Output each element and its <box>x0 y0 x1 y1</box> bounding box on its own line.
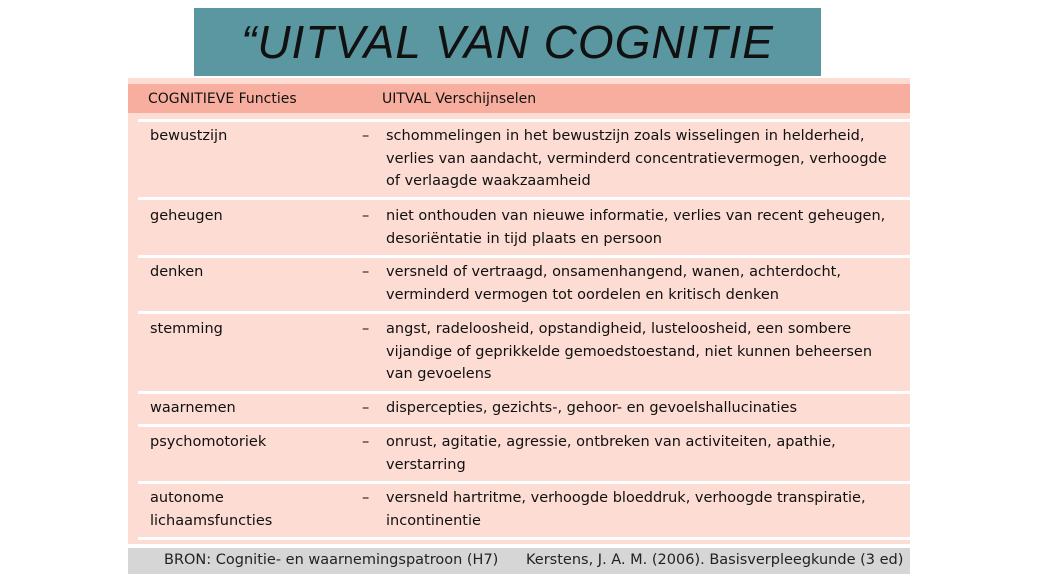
header-functions: COGNITIEVE Functies <box>148 91 297 107</box>
row-description: schommelingen in het bewustzijn zoals wisselingen in helderheid, verlies van aandacht, verminderd concentratievermogen, verhoogde of verlaagde waakzaamheid <box>386 128 887 189</box>
title-banner <box>194 8 821 76</box>
row-description: dispercepties, gezichts-, gehoor- en gevoelshallucinaties <box>386 400 797 416</box>
row-dash: – <box>362 434 370 450</box>
row-divider <box>138 197 910 200</box>
row-description: niet onthouden van nieuwe informatie, verlies van recent geheugen, desoriëntatie in tijd plaats en persoon <box>386 208 886 247</box>
row-divider <box>138 119 910 122</box>
row-dash: – <box>362 208 370 224</box>
row-function: geheugen <box>150 208 223 224</box>
source-reference: Kerstens, J. A. M. (2006). Basisverpleegkunde (3 ed) <box>526 552 904 568</box>
row-dash: – <box>362 490 370 506</box>
row-dash: – <box>362 128 370 144</box>
source-bar <box>128 548 910 574</box>
row-function: bewustzijn <box>150 128 228 144</box>
row-dash: – <box>362 264 370 280</box>
row-description: angst, radeloosheid, opstandigheid, lusteloosheid, een sombere vijandige of geprikkelde gemoedstoestand, niet kunnen beheersen van gevoelens <box>386 321 873 382</box>
row-function: psychomotoriek <box>150 434 267 450</box>
row-description: onrust, agitatie, agressie, ontbreken van activiteiten, apathie, verstarring <box>386 434 836 473</box>
cognition-table <box>128 78 910 544</box>
row-description: versneld hartritme, verhoogde bloeddruk, verhoogde transpiratie, incontinentie <box>386 490 866 529</box>
row-dash: – <box>362 400 370 416</box>
row-divider <box>138 424 910 427</box>
row-function: waarnemen <box>150 400 236 416</box>
row-divider <box>138 537 910 540</box>
source-chapter: BRON: Cognitie- en waarnemingspatroon (H7) <box>164 552 499 568</box>
row-description: versneld of vertraagd, onsamenhangend, wanen, achterdocht, verminderd vermogen tot oordelen en kritisch denken <box>386 264 841 303</box>
header-symptoms: UITVAL Verschijnselen <box>382 91 537 107</box>
page-title: “UITVAL VAN COGNITIE <box>241 16 774 68</box>
row-divider <box>138 311 910 314</box>
row-function: autonome lichaamsfuncties <box>150 490 273 529</box>
row-divider <box>138 481 910 484</box>
row-function: stemming <box>150 321 223 337</box>
row-dash: – <box>362 321 370 337</box>
row-divider <box>138 391 910 394</box>
row-function: denken <box>150 264 204 280</box>
table-header <box>128 84 910 113</box>
row-divider <box>138 255 910 258</box>
